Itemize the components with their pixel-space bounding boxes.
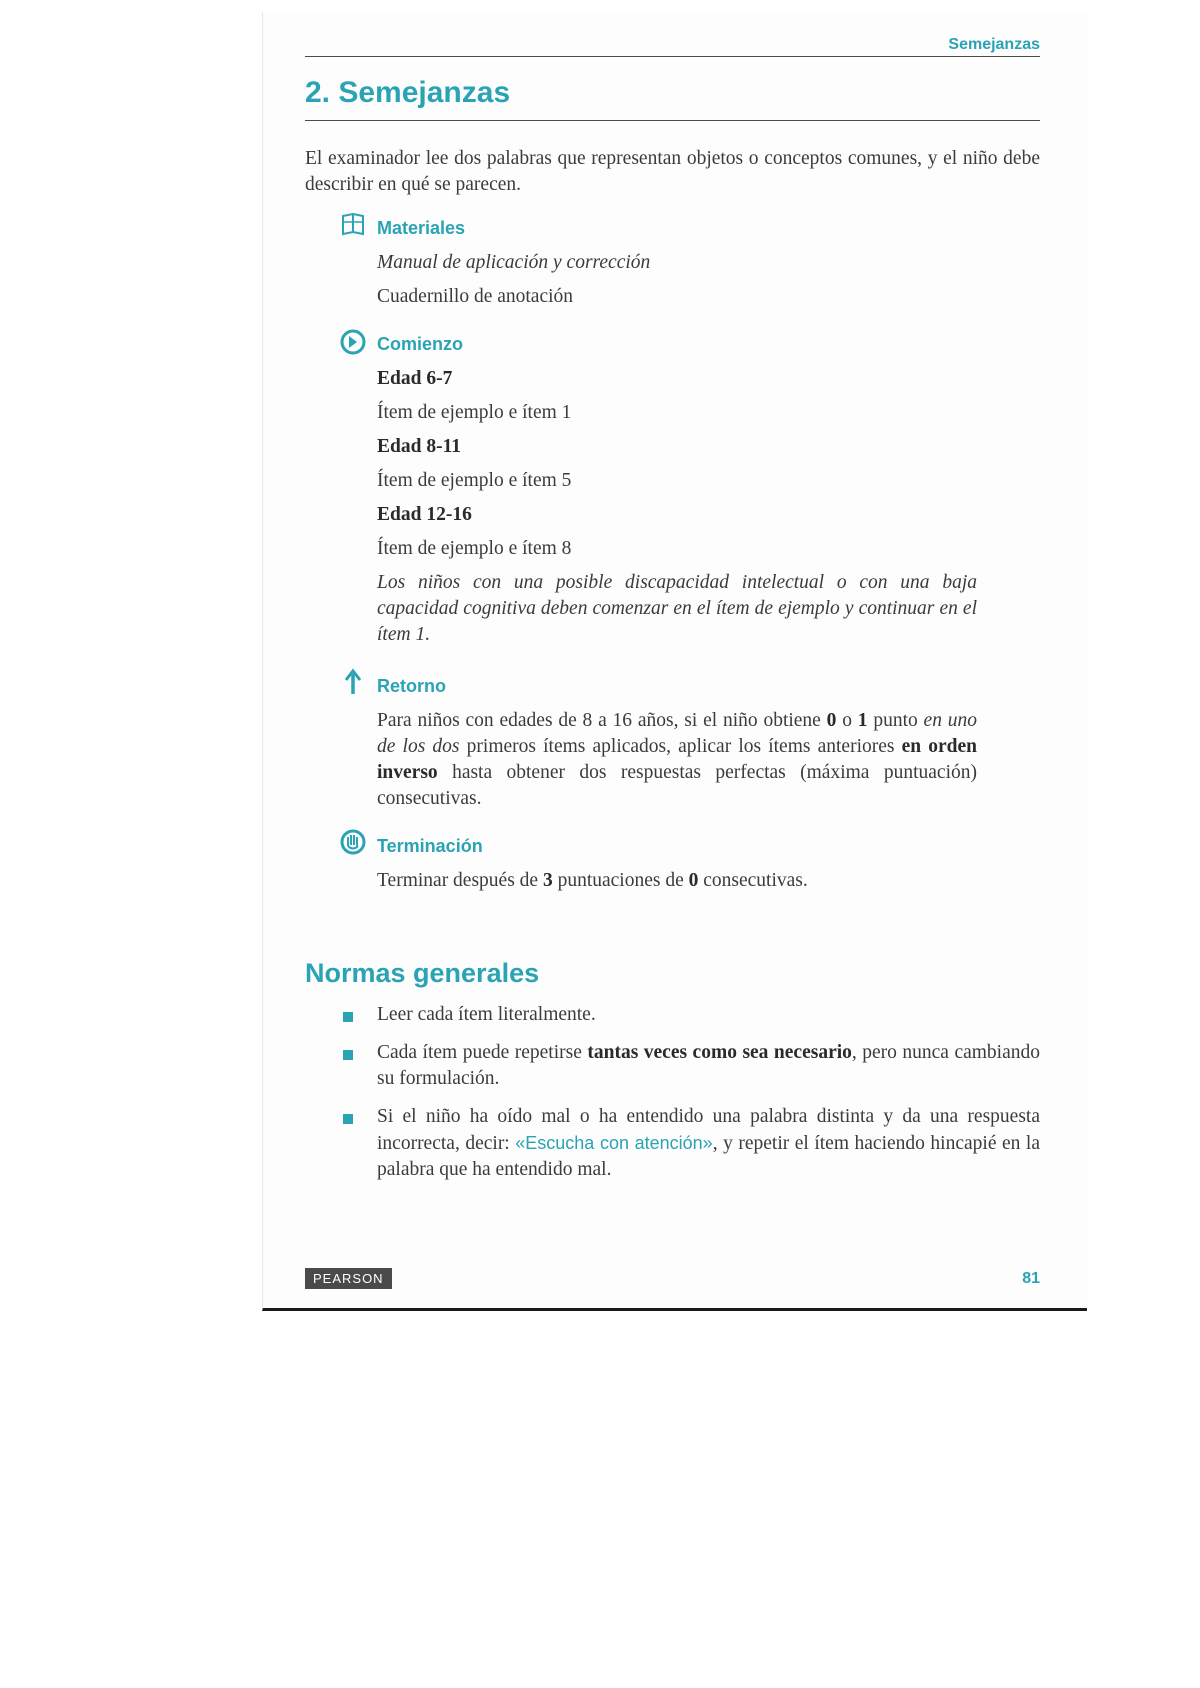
comienzo-heading: Comienzo	[377, 334, 464, 354]
stop-hand-icon	[339, 828, 367, 856]
normas-bullet-1: Leer cada ítem literalmente.	[377, 1004, 596, 1025]
comienzo-age-8-11: Edad 8-11	[377, 436, 461, 457]
bullet3-text-2: , y repetir el ítem haciendo hincapié en la palabra que ha entendido mal.	[377, 1133, 1040, 1180]
retorno-score-0: 0	[826, 710, 837, 731]
terminacion-text-1: Terminar después de	[377, 870, 543, 891]
page-number: 81	[1022, 1270, 1040, 1287]
book-icon	[339, 210, 367, 238]
bullet2-text-1: Cada ítem puede repetirse	[377, 1042, 588, 1063]
scanned-page	[262, 12, 1087, 1311]
header-rule	[305, 56, 1040, 57]
retorno-text-2: o	[836, 710, 858, 731]
retorno-text-5: hasta obtener dos respuestas perfectas (máxima puntuación) consecutivas.	[377, 762, 977, 809]
materiales-item-manual: Manual de aplicación y corrección	[377, 252, 651, 273]
arrow-circle-icon	[339, 328, 367, 356]
title-rule	[305, 120, 1040, 121]
bullet3-text-1: Si el niño ha oído mal o ha entendido una palabra distinta y da una respuesta incorrecta, decir:	[377, 1106, 1040, 1154]
terminacion-text-2: puntuaciones de	[552, 870, 689, 891]
retorno-text-3: punto	[867, 710, 924, 731]
running-header: Semejanzas	[948, 36, 1040, 53]
comienzo-age-6-7: Edad 6-7	[377, 368, 453, 389]
comienzo-start-8-11: Ítem de ejemplo e ítem 5	[377, 470, 572, 491]
return-arrow-icon	[339, 668, 367, 696]
page-title: 2. Semejanzas	[305, 76, 511, 109]
terminacion-text-3: consecutivas.	[698, 870, 808, 891]
normas-bullet-3	[377, 1104, 1040, 1183]
terminacion-heading: Terminación	[377, 836, 483, 856]
retorno-heading: Retorno	[377, 676, 446, 696]
materiales-heading: Materiales	[377, 218, 466, 238]
bullet-marker	[343, 1012, 353, 1022]
retorno-italic: en uno de los dos	[377, 710, 978, 757]
bullet2-text-2: , pero nunca cambiando su formulación.	[377, 1042, 1040, 1089]
comienzo-age-12-16: Edad 12-16	[377, 504, 472, 525]
publisher-logo: PEARSON	[305, 1268, 392, 1289]
terminacion-count: 3	[542, 870, 553, 891]
comienzo-note: Los niños con una posible discapacidad intelectual o con una baja capacidad cognitiva deben comenzar en el ítem de ejemplo y continuar en el ítem 1.	[377, 572, 977, 645]
bullet-marker	[343, 1050, 353, 1060]
retorno-paragraph	[377, 708, 977, 812]
bullet-marker	[343, 1114, 353, 1124]
terminacion-score: 0	[688, 870, 699, 891]
retorno-bold-order: en orden inverso	[377, 736, 978, 783]
bullet3-quote: «Escucha con atención»	[515, 1133, 713, 1153]
normas-bullet-2	[377, 1040, 1040, 1092]
bullet2-bold: tantas veces como sea necesario	[587, 1042, 852, 1063]
comienzo-start-12-16: Ítem de ejemplo e ítem 8	[377, 538, 572, 559]
normas-heading: Normas generales	[305, 958, 540, 988]
retorno-text-4: primeros ítems aplicados, aplicar los ítems anteriores	[459, 736, 902, 757]
comienzo-start-6-7: Ítem de ejemplo e ítem 1	[377, 402, 572, 423]
retorno-text-1: Para niños con edades de 8 a 16 años, si el niño obtiene	[377, 710, 827, 731]
intro-paragraph: El examinador lee dos palabras que representan objetos o conceptos comunes, y el niño debe describir en qué se parecen.	[305, 148, 1040, 195]
terminacion-paragraph	[377, 868, 808, 894]
materiales-item-cuadernillo: Cuadernillo de anotación	[377, 286, 574, 307]
retorno-score-1: 1	[857, 710, 868, 731]
